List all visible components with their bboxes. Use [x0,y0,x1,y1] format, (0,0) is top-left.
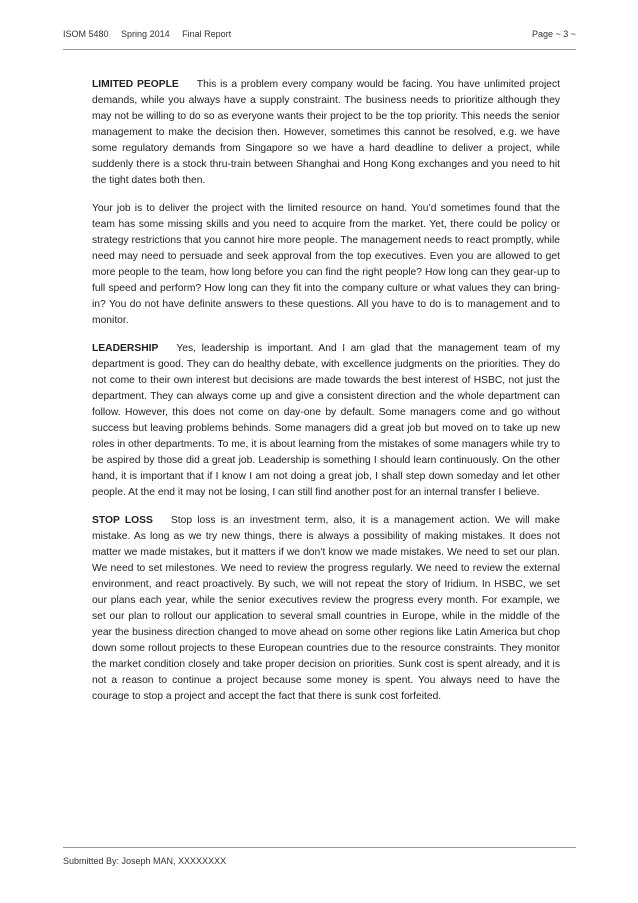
course-code: ISOM 5480 [63,29,109,39]
report-body [92,77,560,717]
document-type: Final Report [182,29,232,39]
section-heading: LIMITED PEOPLE [92,79,179,90]
paragraph-delivery [92,201,560,329]
paragraph-text: This is a problem every company would be facing. You have unlimited project demands, while you always have a supply constraint. The business needs to prioritize although they may not be willing to do so as everyone wants their project to be the top priority. This needs the senior management to make the decision then. However, sometimes this cannot be resolved, e.g. we have some regulatory demands from Singapore so we have a hard deadline to deliver a project, while suddenly there is a stock thru-train between Shanghai and Hong Kong exchanges and you need to hit the tight dates both then. [92,79,560,186]
page-header [63,27,576,50]
submitted-by: Submitted By: Joseph MAN, XXXXXXXX [63,856,227,866]
page-number: Page ~ 3 ~ [531,29,576,39]
section-heading: STOP LOSS [92,515,153,526]
paragraph-text: Your job is to deliver the project with the limited resource on hand. You’d sometimes found that the team has some missing skills and you need to acquire from the market. Yet, there could be policy or strategy restrictions that you cannot hire more people. The management needs to react promptly, while need may need to persuade and seek approval from the top executives. Even you are allowed to get more people to the team, how long before you can find the right people? How long can they gear-up to full speed and perform? How long can they fit into the company culture or what values they can bring-in? You do not have definite answers to these questions. All you have to do is to management and to monitor. [92,203,560,326]
page-footer [63,847,576,866]
header-left [63,29,241,39]
paragraph-text: Stop loss is an investment term, also, it is a management action. We will make mistake. As long as we try new things, there is always a possibility of making mistakes. It does not matter we made mistakes, but it matters if we don’t know we made mistakes. We need to set our plan. We need to set milestones. We need to review the progress regularly. We need to review the external environment, and react proactively. By such, we will not repeat the story of Iridium. In HSBC, we set our plans each year, while the senior executives review the progress every month. For example, we set our plan to rollout our application to several small countries in Europe, while in the middle of the year the business direction changed to move ahead on some other regions like Latin America but chop down some rollout projects to these European countries due to the resource constraints. They monitor the market condition closely and take proper decision on priorities. Sunk cost is spent already, and it is not a reason to continue a project because some money is spent. You always need to have the courage to stop a project and accept the fact that there is sunk cost forfeited. [92,515,561,702]
paragraph-text: Yes, leadership is important. And I am glad that the management team of my department is good. They can do healthy debate, with excellence judgments on the priorities. They do not come to their own interest but decisions are made towards the best interest of HSBC, not just the department. They can always come up and give a consistent direction and the whole department can follow. However, this does not come on day-one by default. Some managers come and go without success but leaving problems behinds. Some managers did a great job but moved on to take up new roles in other departments. To me, it is about learning from the mistakes of some managers while try to be aspired by those did a great job. Leadership is something I should learn continuously. On the other hand, it is important that if I know I am not doing a great job, I shall step down someday and let other people. At the end it may not be losing, I can still find another post for an internal transfer I believe. [92,343,560,498]
paragraph-stop-loss [92,513,560,705]
term: Spring 2014 [121,29,170,39]
paragraph-limited-people [92,77,560,189]
section-heading: LEADERSHIP [92,343,159,354]
paragraph-leadership [92,341,560,501]
